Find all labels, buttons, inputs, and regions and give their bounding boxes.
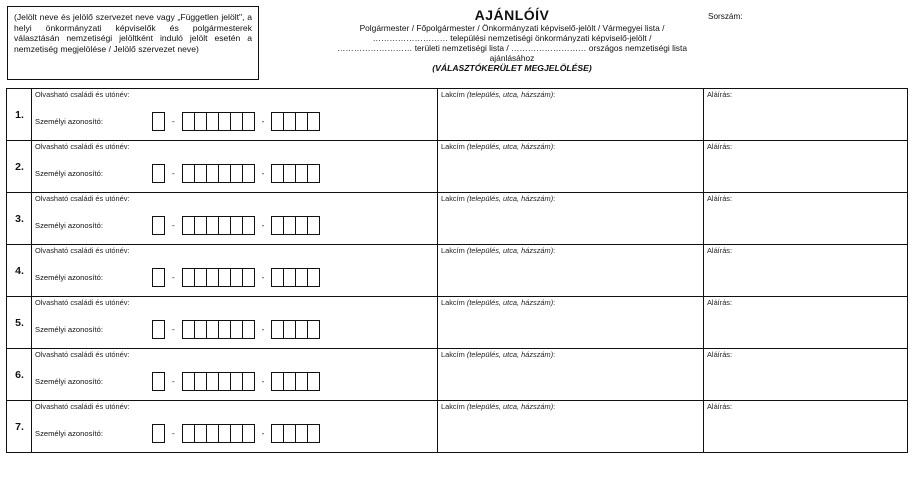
id-dash: - — [172, 376, 175, 386]
address-cell[interactable] — [438, 89, 704, 140]
personal-id-boxes — [152, 319, 319, 339]
signature-label: Aláírás: — [707, 402, 733, 411]
id-label: Személyi azonosító: — [35, 117, 103, 126]
row-number: 1. — [6, 88, 32, 141]
address-cell[interactable] — [438, 245, 704, 296]
id-dash: - — [172, 220, 175, 230]
signature-cell[interactable] — [704, 89, 907, 140]
id-digit-box[interactable] — [307, 372, 320, 391]
id-label: Személyi azonosító: — [35, 377, 103, 386]
id-digit-box[interactable] — [242, 164, 255, 183]
id-digit-box[interactable] — [307, 216, 320, 235]
personal-id-boxes — [152, 371, 319, 391]
id-digit-box[interactable] — [307, 424, 320, 443]
id-label: Személyi azonosító: — [35, 429, 103, 438]
signature-label: Aláírás: — [707, 298, 733, 307]
header-line-2: ……………………… települési nemzetiségi önkormányzati képviselő-jelölt / — [372, 33, 652, 43]
address-label: Lakcím (település, utca, házszám): — [441, 402, 556, 411]
id-digit-box[interactable] — [152, 424, 165, 443]
personal-id-boxes — [152, 267, 319, 287]
candidate-name-box — [7, 6, 259, 80]
id-digit-box[interactable] — [242, 320, 255, 339]
table-row — [15, 244, 908, 297]
id-digit-box[interactable] — [152, 372, 165, 391]
name-cell[interactable] — [32, 297, 438, 348]
candidate-name-note: (Jelölt neve és jelölő szervezet neve vagy „Független jelölt", a helyi önkormányzati képviselők és polgármesterek választásán nemzetiségi jelöltként induló jelölt esetén a nemzetiség megjelölése / Jelölő szervezet neve) — [14, 12, 252, 54]
signature-label: Aláírás: — [707, 90, 733, 99]
signature-cell[interactable] — [704, 401, 907, 452]
name-label: Olvasható családi és utónév: — [35, 194, 130, 203]
id-digit-box[interactable] — [242, 268, 255, 287]
id-digit-box[interactable] — [307, 112, 320, 131]
id-label: Személyi azonosító: — [35, 273, 103, 282]
id-dash: - — [172, 272, 175, 282]
name-label: Olvasható családi és utónév: — [35, 246, 130, 255]
id-digit-box[interactable] — [152, 216, 165, 235]
id-digit-box[interactable] — [242, 112, 255, 131]
id-dash: - — [261, 272, 265, 282]
name-cell[interactable] — [32, 349, 438, 400]
name-label: Olvasható családi és utónév: — [35, 142, 130, 151]
row-number: 6. — [6, 348, 32, 401]
signature-label: Aláírás: — [707, 246, 733, 255]
row-number: 7. — [6, 400, 32, 453]
serial-number-label: Sorszám: — [708, 12, 743, 21]
signature-cell[interactable] — [704, 245, 907, 296]
personal-id-boxes — [152, 215, 319, 235]
table-row — [15, 348, 908, 401]
id-digit-box[interactable] — [307, 164, 320, 183]
signature-cell[interactable] — [704, 141, 907, 192]
name-label: Olvasható családi és utónév: — [35, 298, 130, 307]
id-digit-box[interactable] — [152, 164, 165, 183]
id-label: Személyi azonosító: — [35, 325, 103, 334]
address-cell[interactable] — [438, 401, 704, 452]
id-dash: - — [261, 220, 265, 230]
form-header — [262, 8, 762, 73]
table-row — [15, 192, 908, 245]
address-label: Lakcím (település, utca, házszám): — [441, 246, 556, 255]
address-label: Lakcím (település, utca, házszám): — [441, 90, 556, 99]
name-cell[interactable] — [32, 89, 438, 140]
name-cell[interactable] — [32, 141, 438, 192]
table-row — [15, 88, 908, 141]
id-label: Személyi azonosító: — [35, 221, 103, 230]
recommendation-table — [15, 88, 908, 453]
name-label: Olvasható családi és utónév: — [35, 350, 130, 359]
id-dash: - — [261, 428, 265, 438]
signature-label: Aláírás: — [707, 194, 733, 203]
name-label: Olvasható családi és utónév: — [35, 90, 130, 99]
address-label: Lakcím (település, utca, házszám): — [441, 142, 556, 151]
header-line-4: ajánlásához — [489, 53, 535, 63]
address-cell[interactable] — [438, 141, 704, 192]
id-dash: - — [172, 428, 175, 438]
district-label: (VÁLASZTÓKERÜLET MEGJELÖLÉSE) — [432, 63, 592, 73]
personal-id-boxes — [152, 163, 319, 183]
table-row — [15, 400, 908, 453]
table-row — [15, 296, 908, 349]
header-line-3: ……………………… területi nemzetiségi lista / ……………………… országos nemzetiségi lista — [337, 43, 687, 53]
name-cell[interactable] — [32, 401, 438, 452]
signature-cell[interactable] — [704, 193, 907, 244]
id-dash: - — [172, 116, 175, 126]
signature-label: Aláírás: — [707, 350, 733, 359]
id-digit-box[interactable] — [152, 268, 165, 287]
id-label: Személyi azonosító: — [35, 169, 103, 178]
id-digit-box[interactable] — [242, 216, 255, 235]
header-line-1: Polgármester / Főpolgármester / Önkormányzati képviselő-jelölt / Vármegyei lista / — [359, 23, 665, 33]
personal-id-boxes — [152, 423, 319, 443]
id-digit-box[interactable] — [242, 424, 255, 443]
address-cell[interactable] — [438, 349, 704, 400]
id-dash: - — [261, 116, 265, 126]
id-dash: - — [261, 376, 265, 386]
signature-label: Aláírás: — [707, 142, 733, 151]
row-number: 5. — [6, 296, 32, 349]
address-cell[interactable] — [438, 193, 704, 244]
address-label: Lakcím (település, utca, házszám): — [441, 194, 556, 203]
id-dash: - — [172, 168, 175, 178]
id-digit-box[interactable] — [307, 320, 320, 339]
row-number: 3. — [6, 192, 32, 245]
signature-cell[interactable] — [704, 297, 907, 348]
id-digit-box[interactable] — [307, 268, 320, 287]
id-dash: - — [261, 324, 265, 334]
row-number: 2. — [6, 140, 32, 193]
form-title: AJÁNLÓÍV — [474, 7, 550, 23]
address-label: Lakcím (település, utca, házszám): — [441, 298, 556, 307]
name-cell[interactable] — [32, 193, 438, 244]
id-digit-box[interactable] — [152, 112, 165, 131]
personal-id-boxes — [152, 111, 319, 131]
name-cell[interactable] — [32, 245, 438, 296]
id-dash: - — [261, 168, 265, 178]
signature-cell[interactable] — [704, 349, 907, 400]
id-digit-box[interactable] — [242, 372, 255, 391]
row-number: 4. — [6, 244, 32, 297]
address-cell[interactable] — [438, 297, 704, 348]
address-label: Lakcím (település, utca, házszám): — [441, 350, 556, 359]
name-label: Olvasható családi és utónév: — [35, 402, 130, 411]
id-dash: - — [172, 324, 175, 334]
table-row — [15, 140, 908, 193]
id-digit-box[interactable] — [152, 320, 165, 339]
